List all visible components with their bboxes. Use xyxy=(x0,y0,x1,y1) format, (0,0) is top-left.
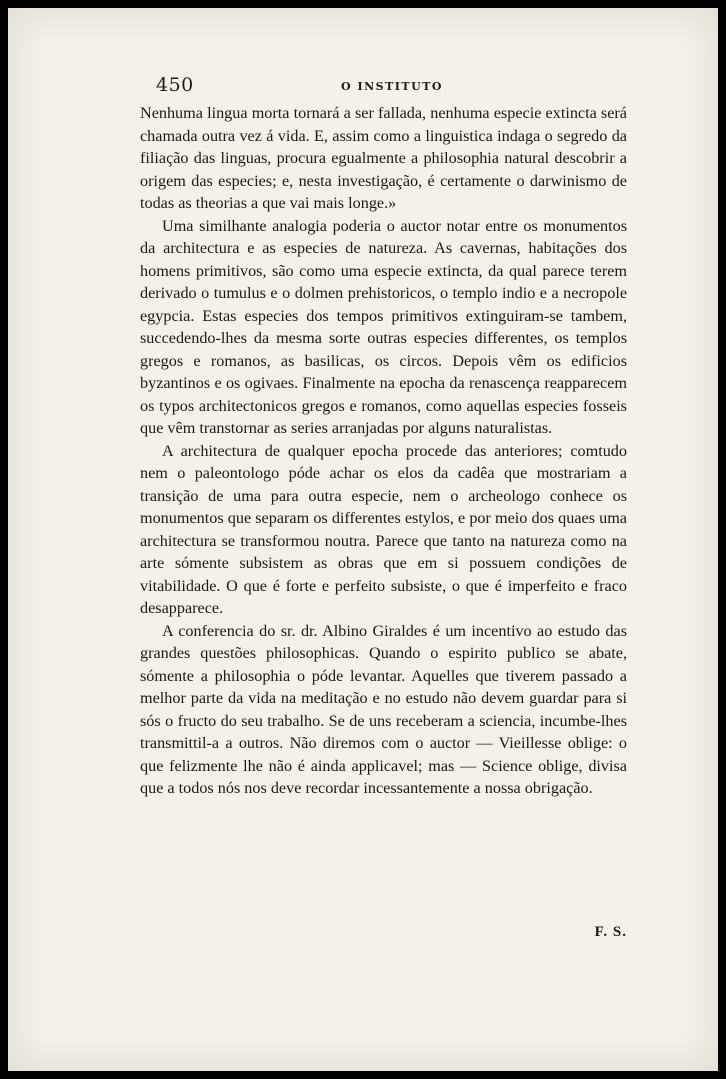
body-text xyxy=(140,102,627,800)
paragraph: Uma similhante analogia poderia o auctor notar entre os monumentos da architectura e as especies de natureza. As cavernas, habitações dos homens primitivos, são como uma especie extincta, da qual parece terem derivado o tumulus e o dolmen prehistoricos, o templo indio e a necropole egypcia. Estas especies dos tempos primitivos extinguiram-se tambem, succedendo-lhes da mesma sorte outras especies differentes, os templos gregos e romanos, as basilicas, os circos. Depois vêm os edificios byzantinos e os ogivaes. Finalmente na epocha da renascença reapparecem os typos architectonicos gregos e romanos, como aquellas especies fosseis que vêm transtornar as series arranjadas por alguns naturalistas. xyxy=(140,216,627,437)
paragraph: A architectura de qualquer epocha procede das anteriores; comtudo nem o paleontologo póde achar os elos da cadêa que mostrariam a transição de uma para outra especie, nem o archeologo conhece os monumentos que separam os differentes estylos, e por meio dos quaes uma architectura se transformou noutra. Parece que tanto na natureza como na arte sómente subsistem as obras que em si possuem condições de vitabilidade. O que é forte e perfeito subsiste, o que é imperfeito e fraco desapparece. xyxy=(140,441,627,617)
running-title: O INSTITUTO xyxy=(341,80,443,93)
page-header xyxy=(146,70,638,98)
author-signature: F. S. xyxy=(594,924,627,940)
page-number: 450 xyxy=(156,74,194,96)
paragraph: Nenhuma lingua morta tornará a ser fallada, nenhuma especie extincta será chamada outra vez á vida. E, assim como a linguistica indaga o segredo da filiação das linguas, procura egualmente a philosophia natural descobrir a origem das especies; e, nesta investigação, é certamente o darwinismo de todas as theorias a que vai mais longe.» xyxy=(140,104,627,212)
paragraph: A conferencia do sr. dr. Albino Giraldes é um incentivo ao estudo das grandes questões philosophicas. Quando o espirito publico se abate, sómente a philosophia o póde levantar. Aquelles que tiverem passado a melhor parte da vida na meditação e no estudo não devem guardar para si sós o fructo do seu trabalho. Se de uns receberam a sciencia, incumbe-lhes transmittil-a a outros. Não diremos com o auctor — Vieillesse oblige: o que felizmente lhe não é ainda applicavel; mas — Science oblige, divisa que a todos nós nos deve recordar incessantemente a nossa obrigação. xyxy=(140,621,627,797)
